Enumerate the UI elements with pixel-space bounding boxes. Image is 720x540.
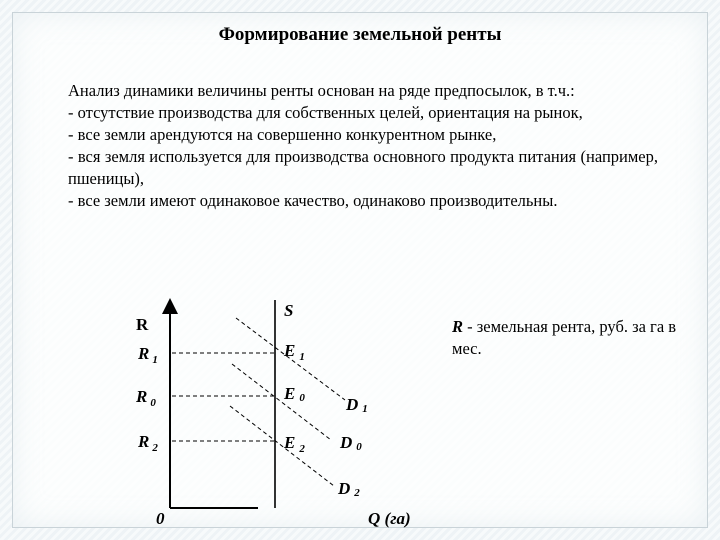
paragraph-same-quality: - все земли имеют одинаковое качество, одинаково производительны. bbox=[68, 191, 558, 210]
rent-legend bbox=[452, 316, 692, 360]
slide-title: Формирование земельной ренты bbox=[218, 24, 502, 45]
paragraph-intro: Анализ динамики величины ренты основан на ряде предпосылок, в т.ч.: bbox=[68, 81, 575, 100]
demand-label-d2: D 2 bbox=[338, 479, 360, 499]
legend-symbol: R bbox=[452, 317, 464, 336]
rent-label-r2: R $_2$ bbox=[138, 432, 158, 454]
rent-label-r1: R $_1$ bbox=[138, 344, 158, 366]
equilibrium-label-e2: E $_2$ bbox=[284, 433, 305, 455]
paragraph-main-product: - вся земля используется для производства основного продукта питания (например, пшеницы), bbox=[68, 147, 658, 188]
demand-label-d1: D 1 bbox=[346, 395, 368, 415]
y-axis-label: R bbox=[136, 315, 149, 334]
rent-label-r0: R $_0$ bbox=[136, 387, 156, 409]
origin-label: 0 bbox=[156, 509, 165, 528]
supply-label: S bbox=[284, 301, 294, 320]
x-axis-label: Q (га) bbox=[368, 509, 411, 528]
paragraph-competitive-market: - все земли арендуются на совершенно конкурентном рынке, bbox=[68, 125, 497, 144]
legend-text: - земельная рента, руб. за га в мес. bbox=[452, 317, 677, 358]
demand-label-d0: D 0 bbox=[340, 433, 362, 453]
paragraph-no-own-production: - отсутствие производства для собственных целей, ориентация на рынок, bbox=[68, 103, 583, 122]
equilibrium-label-e0: E 0 bbox=[284, 384, 305, 404]
equilibrium-label-e1: E $_1$ bbox=[284, 341, 305, 363]
demand-line-d0 bbox=[232, 364, 331, 440]
demand-line-d2 bbox=[230, 406, 334, 486]
